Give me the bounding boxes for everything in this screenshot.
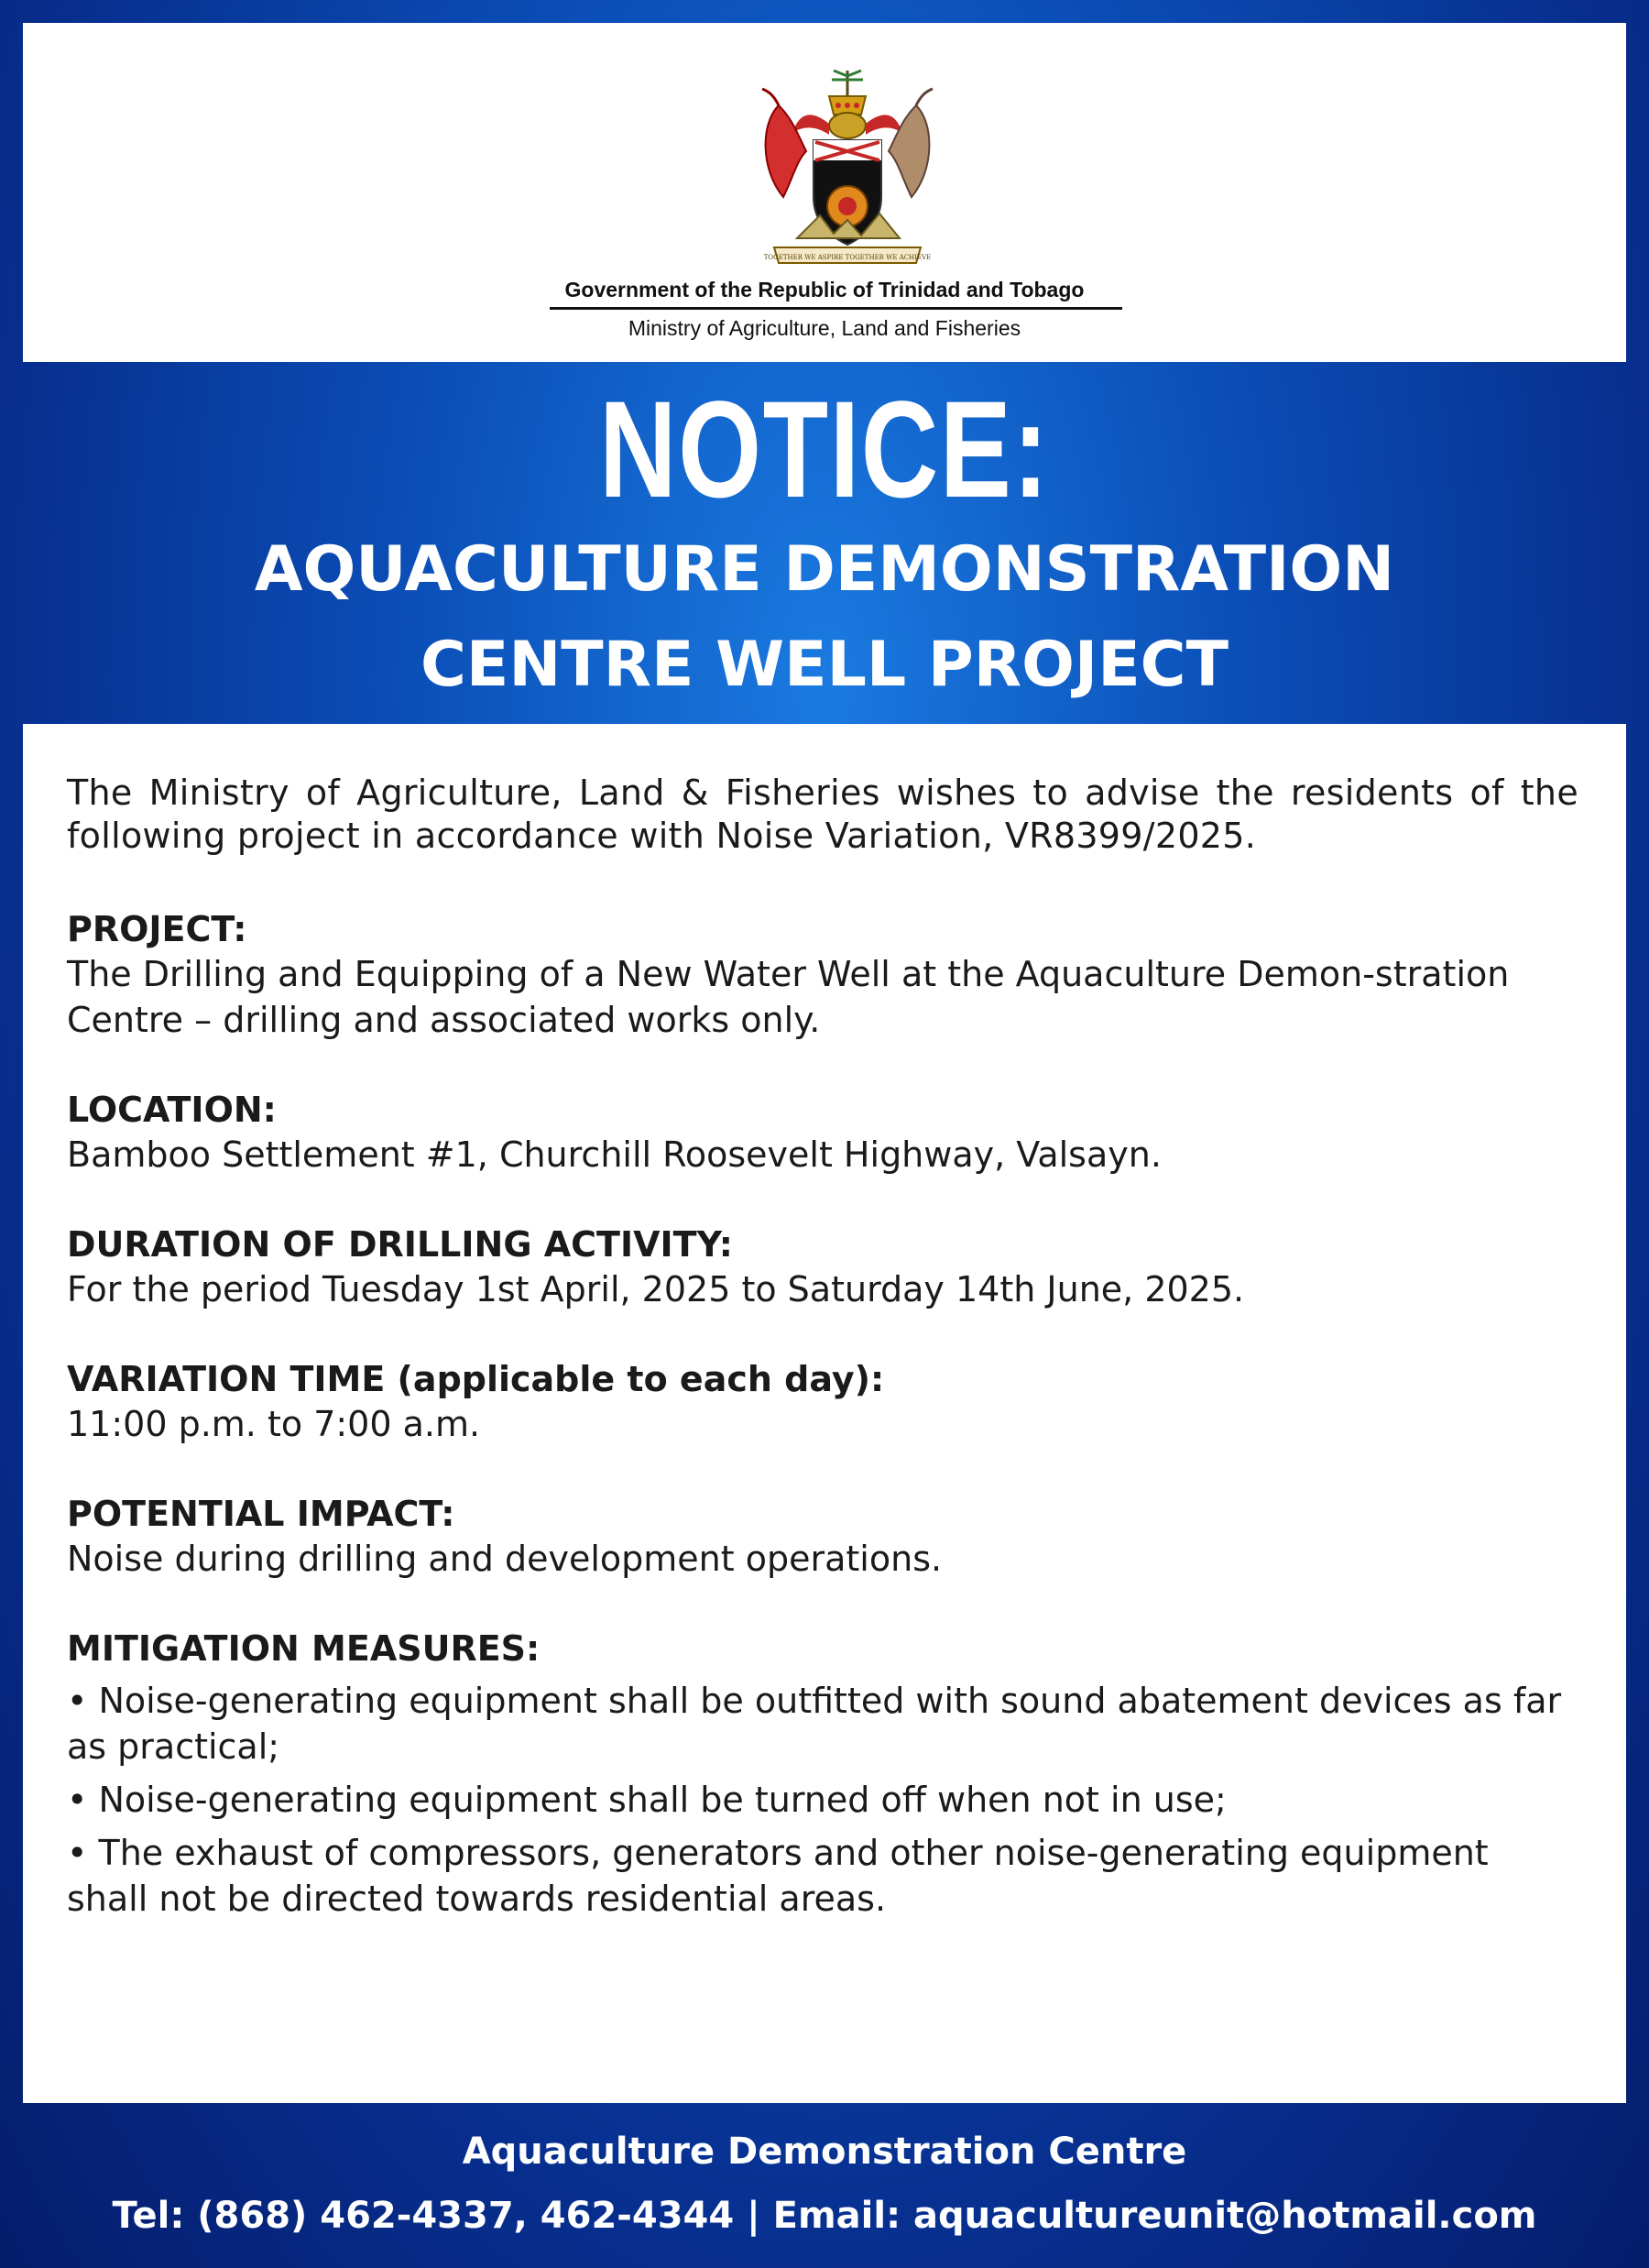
title-line-2: CENTRE WELL PROJECT <box>420 629 1229 701</box>
footer-contact: Tel: (868) 462-4337, 462-4344 | Email: aquacultureunit@hotmail.com <box>112 2195 1537 2237</box>
project-heading: PROJECT: <box>67 909 247 949</box>
variation-text: 11:00 p.m. to 7:00 a.m. <box>67 1404 481 1444</box>
notice-title <box>0 522 1649 713</box>
government-name: Government of the Republic of Trinidad and Tobago <box>564 278 1085 301</box>
coat-of-arms-icon <box>742 69 953 270</box>
impact-text: Noise during drilling and development operations. <box>67 1539 943 1579</box>
duration-text: For the period Tuesday 1st April, 2025 to Saturday 14th June, 2025. <box>67 1269 1245 1309</box>
location-heading: LOCATION: <box>67 1090 277 1130</box>
mitigation-item: • Noise-generating equipment shall be turned off when not in use; <box>67 1780 1227 1820</box>
location-text: Bamboo Settlement #1, Churchill Roosevelt Highway, Valsayn. <box>67 1134 1162 1175</box>
divider <box>550 307 1122 310</box>
svg-text:TOGETHER WE ASPIRE TOGETHER WE: TOGETHER WE ASPIRE TOGETHER WE ACHIEVE <box>763 254 932 261</box>
project-section <box>67 908 1578 1043</box>
notice-body-panel <box>23 724 1626 2103</box>
variation-heading: VARIATION TIME (applicable to each day): <box>67 1359 885 1399</box>
variation-section <box>67 1358 1578 1447</box>
mitigation-item: • Noise-generating equipment shall be outfitted with sound abatement devices as far as practical; <box>67 1681 1562 1767</box>
ministry-name: Ministry of Agriculture, Land and Fisheries <box>628 316 1021 340</box>
header-panel <box>23 23 1626 362</box>
title-line-1: AQUACULTURE DEMONSTRATION <box>254 533 1395 606</box>
impact-section <box>67 1493 1578 1582</box>
intro-paragraph: The Ministry of Agriculture, Land & Fisheries wishes to advise the residents of the following project in accordance with Noise Variation, VR8399/2025. <box>67 772 1578 856</box>
footer-centre-name: Aquaculture Demonstration Centre <box>462 2131 1187 2173</box>
mitigation-item: • The exhaust of compressors, generators and other noise-generating equipment shall not be directed towards residential areas. <box>67 1833 1489 1919</box>
location-section <box>67 1089 1578 1178</box>
duration-section <box>67 1223 1578 1312</box>
mitigation-heading: MITIGATION MEASURES: <box>67 1628 541 1669</box>
impact-heading: POTENTIAL IMPACT: <box>67 1494 455 1534</box>
notice-content <box>67 772 1578 1967</box>
project-text: The Drilling and Equipping of a New Water Well at the Aquaculture Demon-stration Centre – drilling and associated works only. <box>67 954 1510 1040</box>
duration-heading: DURATION OF DRILLING ACTIVITY: <box>67 1224 733 1265</box>
mitigation-section <box>67 1627 1578 1922</box>
notice-heading: NOTICE: <box>599 372 1050 526</box>
